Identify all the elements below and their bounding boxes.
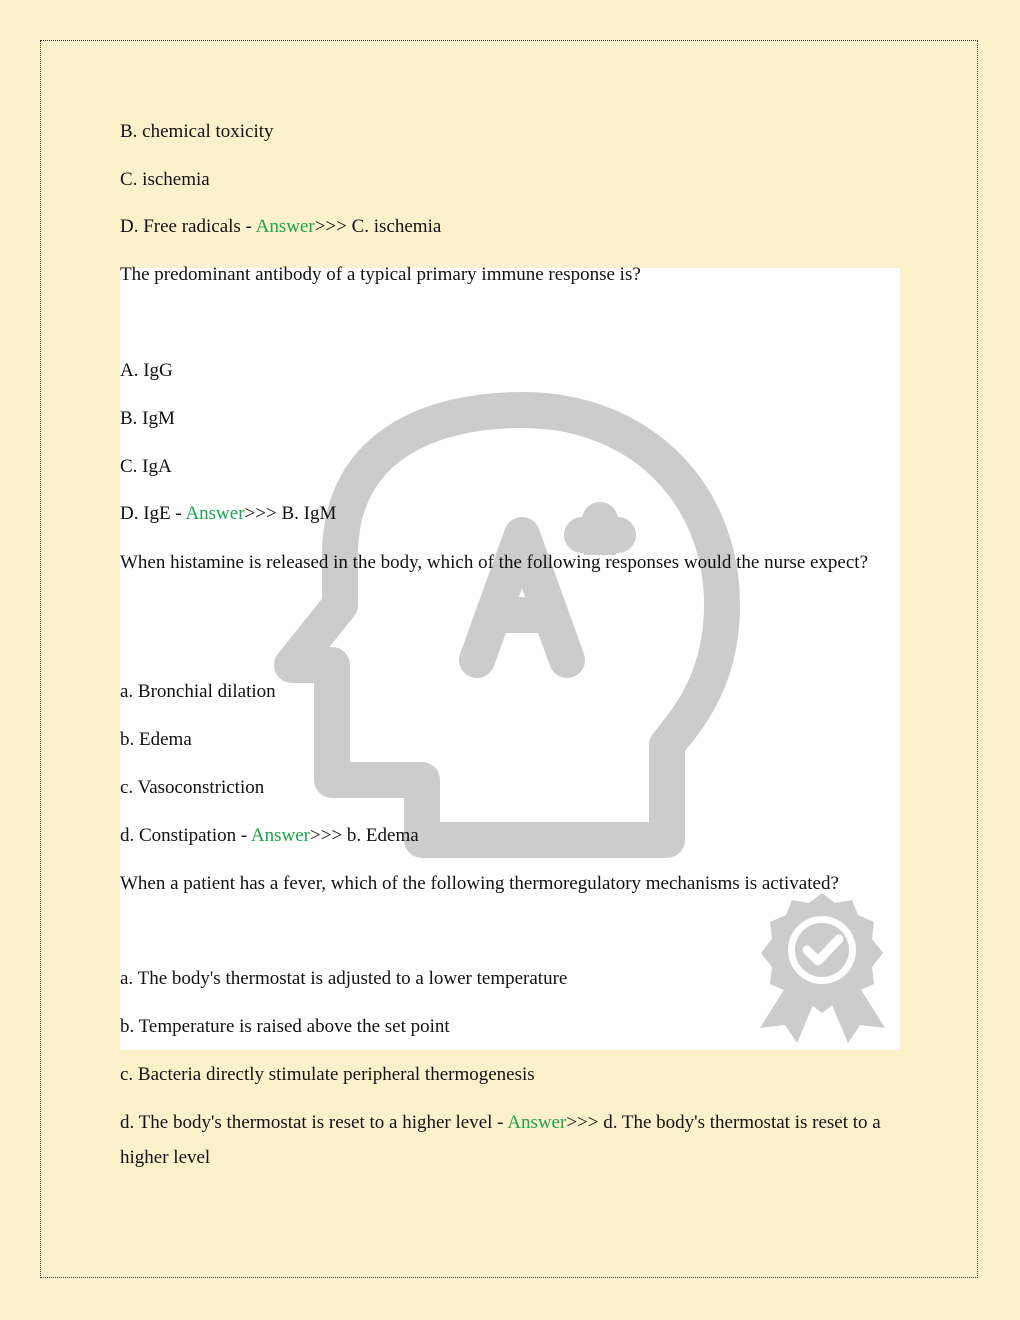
q2-option-c: c. Vasoconstriction [120, 777, 265, 798]
q1-question: The predominant antibody of a typical primary immune response is? [120, 264, 641, 285]
q0-option-d: D. Free radicals - [120, 216, 256, 237]
q2-question: When histamine is released in the body, which of the following responses would the nurse expect? [120, 552, 869, 573]
q2-option-a: a. Bronchial dilation [120, 681, 276, 702]
q0-answer-keyword: Answer [255, 216, 315, 237]
head-with-a-plus-icon [272, 385, 752, 865]
q1-answer-keyword: Answer [185, 503, 245, 524]
q0-option-d-with-answer [120, 217, 441, 237]
q2-answer-text: >>> b. Edema [310, 825, 419, 846]
q3-question: When a patient has a fever, which of the following thermoregulatory mechanisms is activated? [120, 873, 839, 894]
q2-option-d: d. Constipation - [120, 825, 251, 846]
q1-option-d-with-answer [120, 504, 336, 524]
q3-option-b: b. Temperature is raised above the set point [120, 1016, 450, 1037]
q1-option-a: A. IgG [120, 360, 173, 381]
q3-option-c: c. Bacteria directly stimulate peripheral thermogenesis [120, 1064, 535, 1085]
q3-option-d-with-answer [120, 1105, 900, 1175]
q2-answer-keyword: Answer [250, 825, 311, 846]
q1-option-c: C. IgA [120, 456, 172, 477]
q0-option-b: B. chemical toxicity [120, 121, 274, 142]
q3-answer-keyword: Answer [507, 1112, 567, 1133]
q3-option-a: a. The body's thermostat is adjusted to a lower temperature [120, 968, 568, 989]
q0-answer-text: >>> C. ischemia [314, 216, 442, 237]
q2-option-d-with-answer [120, 826, 419, 846]
q0-option-c: C. ischemia [120, 169, 210, 190]
q1-option-d: D. IgE - [120, 503, 186, 524]
q1-option-b: B. IgM [120, 408, 175, 429]
q2-option-b: b. Edema [120, 729, 192, 750]
award-checkmark-badge-icon [755, 893, 890, 1053]
q3-option-d: d. The body's thermostat is reset to a higher level - [120, 1112, 508, 1133]
q3-answer-text: >>> d. The body's thermostat is reset to a higher level [120, 1112, 881, 1168]
q1-answer-text: >>> B. IgM [244, 503, 337, 524]
